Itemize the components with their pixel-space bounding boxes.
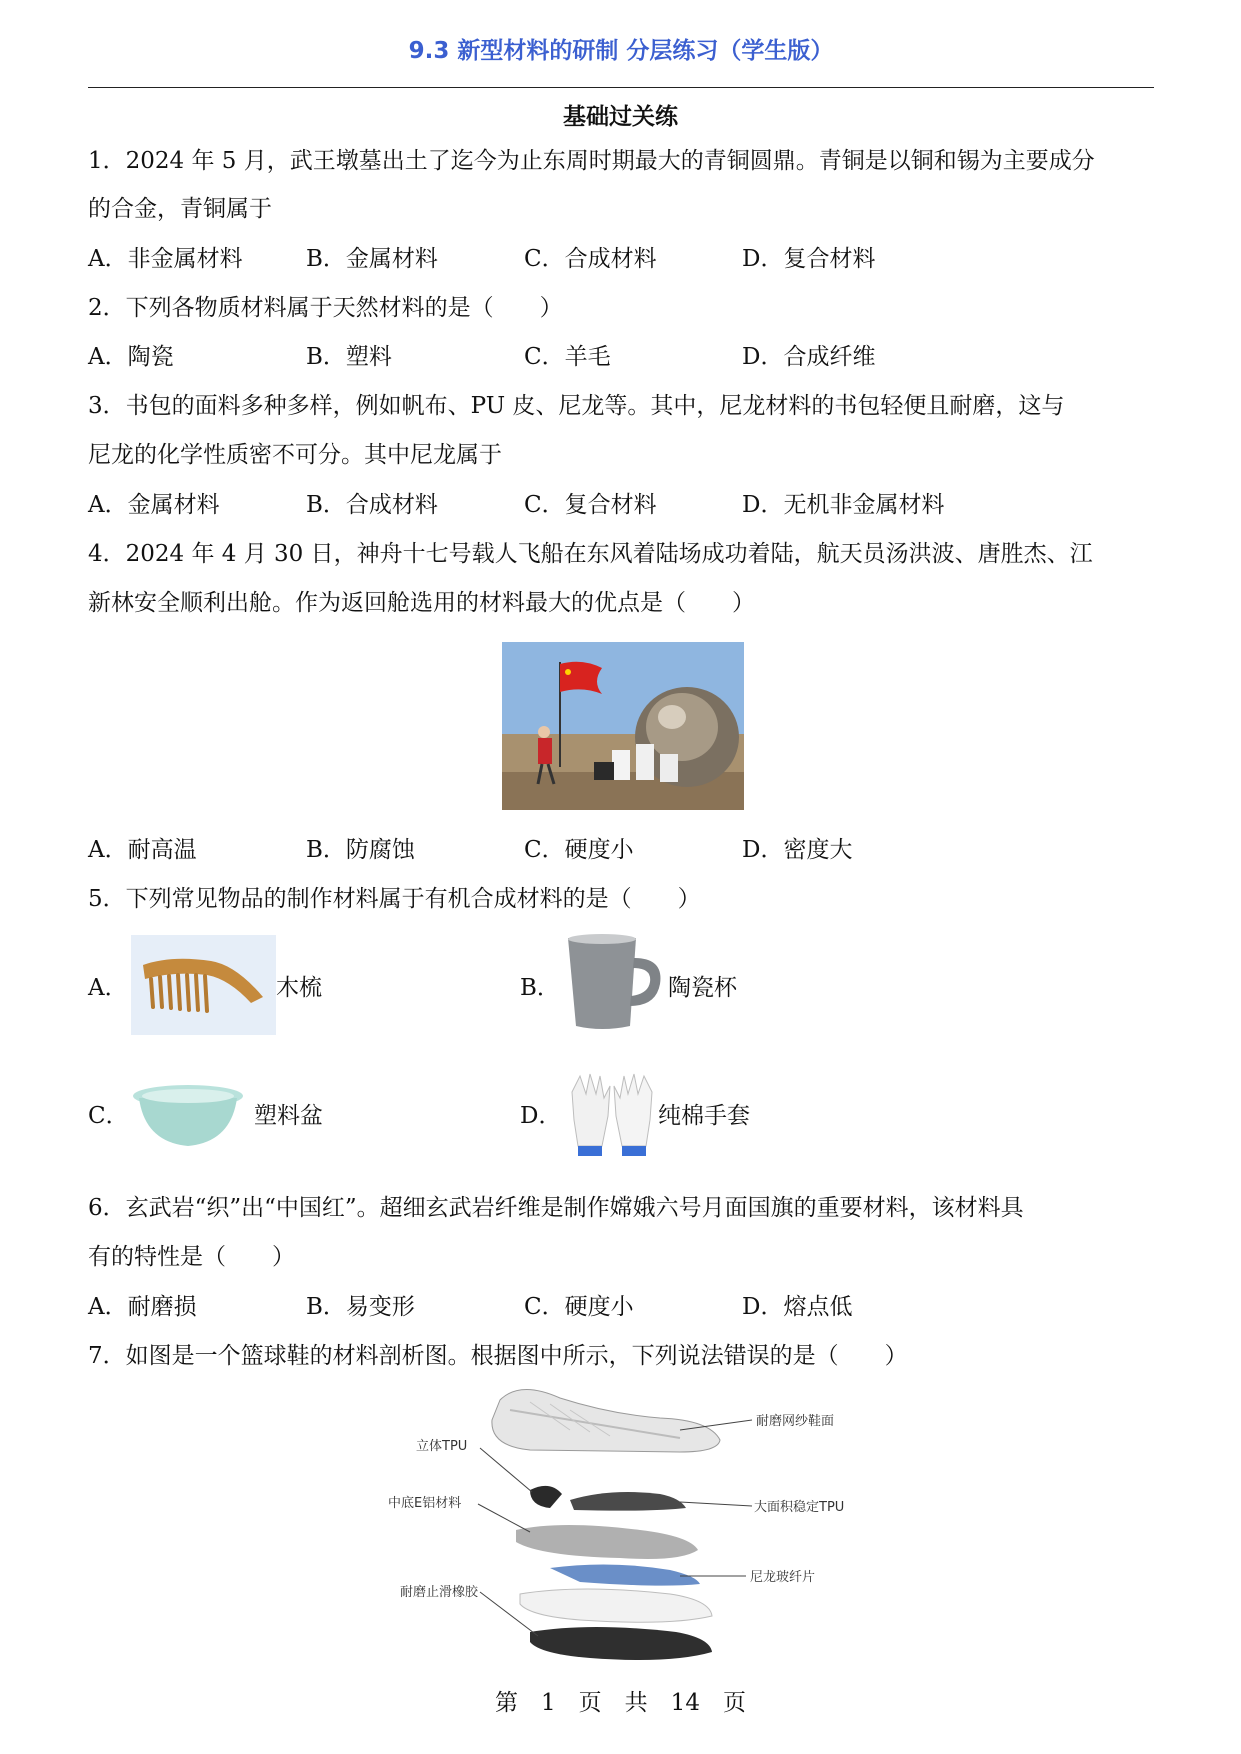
q5-option-b-letter: B．	[520, 975, 560, 1001]
q4-stem-line2: 新林安全顺利出舱。作为返回舱选用的材料最大的优点是（ ）	[88, 590, 755, 616]
label-3d-tpu: 立体TPU	[416, 1439, 468, 1454]
q2-options	[88, 342, 1154, 372]
page-footer: 第 1 页 共 14 页	[495, 1690, 746, 1716]
q4-option-c: C．硬度小	[524, 837, 634, 863]
q3-stem-line1: 3．书包的面料多种多样，例如帆布、PU 皮、尼龙等。其中，尼龙材料的书包轻便且耐磨，这与	[88, 393, 1065, 419]
q5-option-c-label: 塑料盆	[254, 1103, 323, 1129]
q5-stem-line1: 5．下列常见物品的制作材料属于有机合成材料的是（ ）	[88, 886, 701, 912]
capsule-landing-photo	[502, 642, 744, 810]
header-title: 9.3 新型材料的研制 分层练习（学生版）	[408, 38, 834, 64]
q1-stem-line1: 1．2024 年 5 月，武王墩墓出土了迄今为止东周时期最大的青铜圆鼎。青铜是以铜和锡为主要成分	[88, 148, 1095, 174]
q1-option-a: A．非金属材料	[88, 246, 243, 272]
q5-option-d-letter: D．	[520, 1103, 562, 1129]
basin-icon	[131, 1082, 245, 1152]
q3-option-c: C．复合材料	[524, 492, 657, 518]
shoe-exploded-icon	[380, 1380, 860, 1680]
comb-icon	[131, 935, 276, 1035]
q6-options	[88, 1292, 1154, 1322]
q1-option-c: C．合成材料	[524, 246, 657, 272]
q1-option-b: B．金属材料	[306, 246, 438, 272]
q1-option-d: D．复合材料	[742, 246, 876, 272]
q5-option-a-letter: A．	[88, 975, 128, 1001]
q2-option-b: B．塑料	[306, 344, 392, 370]
q6-option-a: A．耐磨损	[88, 1294, 197, 1320]
q5-option-b-label: 陶瓷杯	[668, 975, 737, 1001]
label-rubber-outsole: 耐磨止滑橡胶	[400, 1585, 479, 1600]
q2-option-d: D．合成纤维	[742, 344, 876, 370]
gloves-icon	[566, 1072, 658, 1162]
q6-stem-line2: 有的特性是（ ）	[88, 1244, 295, 1270]
q5-option-d-label: 纯棉手套	[658, 1103, 750, 1129]
cotton-gloves-image	[566, 1072, 658, 1162]
q2-stem-line1: 2．下列各物质材料属于天然材料的是（ ）	[88, 295, 563, 321]
wooden-comb-image	[131, 935, 276, 1035]
q1-options	[88, 244, 1154, 274]
label-large-tpu: 大面积稳定TPU	[754, 1500, 845, 1515]
page-header	[88, 36, 1154, 88]
q3-option-d: D．无机非金属材料	[742, 492, 945, 518]
section-title: 基础过关练	[563, 104, 678, 130]
capsule-landing-illustration	[502, 642, 744, 810]
mug-icon	[560, 932, 668, 1032]
q1-stem-line2: 的合金，青铜属于	[88, 196, 272, 222]
q4-option-b: B．防腐蚀	[306, 837, 415, 863]
q4-option-d: D．密度大	[742, 837, 853, 863]
q2-option-c: C．羊毛	[524, 344, 611, 370]
q6-option-c: C．硬度小	[524, 1294, 634, 1320]
label-nylon-plate: 尼龙玻纤片	[750, 1570, 816, 1585]
q6-option-b: B．易变形	[306, 1294, 415, 1320]
ceramic-mug-image	[560, 932, 668, 1032]
q3-options	[88, 490, 1154, 520]
q4-options	[88, 835, 1154, 865]
q3-option-a: A．金属材料	[88, 492, 220, 518]
q4-option-a: A．耐高温	[88, 837, 197, 863]
q3-stem-line2: 尼龙的化学性质密不可分。其中尼龙属于	[88, 442, 502, 468]
q5-option-a-label: 木梳	[276, 975, 322, 1001]
q6-stem-line1: 6．玄武岩“织”出“中国红”。超细玄武岩纤维是制作嫦娥六号月面国旗的重要材料，该材料具	[88, 1195, 1024, 1221]
q3-option-b: B．合成材料	[306, 492, 438, 518]
label-midsole: 中底E铝材料	[388, 1496, 462, 1511]
basketball-shoe-diagram	[380, 1380, 860, 1680]
q6-option-d: D．熔点低	[742, 1294, 853, 1320]
q2-option-a: A．陶瓷	[88, 344, 174, 370]
plastic-basin-image	[131, 1082, 245, 1152]
label-mesh-upper: 耐磨网纱鞋面	[756, 1414, 835, 1429]
q4-stem-line1: 4．2024 年 4 月 30 日，神舟十七号载人飞船在东风着陆场成功着陆，航天员汤洪波、唐胜杰、江	[88, 541, 1093, 567]
q5-option-c-letter: C．	[88, 1103, 129, 1129]
q7-stem-line1: 7．如图是一个篮球鞋的材料剖析图。根据图中所示，下列说法错误的是（ ）	[88, 1343, 908, 1369]
